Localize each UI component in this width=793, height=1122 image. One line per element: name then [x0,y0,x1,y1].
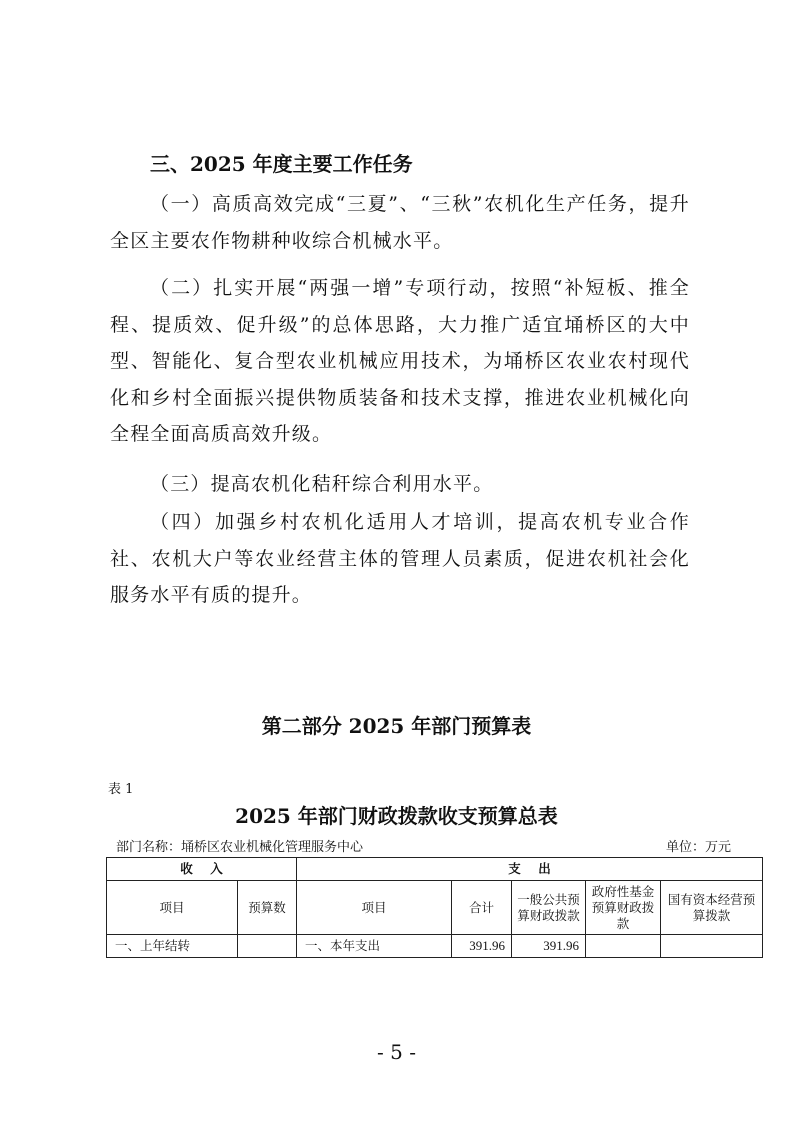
cell-gov-fund [586,935,661,958]
col-income-item: 项目 [107,881,238,935]
col-general-budget: 一般公共预算财政拨款 [512,881,586,935]
col-income-budget: 预算数 [238,881,297,935]
cell-state-capital [661,935,763,958]
page-number: - 5 - [377,1040,416,1064]
paragraph-1: （一）高质高效完成“三夏”、“三秋”农机化生产任务，提升全区主要农作物耕种收综合机械水平。 [110,193,690,252]
table-title: 2025 年部门财政拨款收支预算总表 [235,804,558,828]
col-gov-fund: 政府性基金预算财政拨款 [586,881,661,935]
col-state-capital: 国有资本经营预算拨款 [661,881,763,935]
cell-general-budget: 391.96 [512,935,586,958]
part-title: 第二部分 2025 年部门预算表 [261,714,532,738]
table-column-header-row [107,881,763,935]
expense-header: 支 出 [297,858,763,881]
income-header: 收 入 [107,858,297,881]
section-heading: 三、2025 年度主要工作任务 [150,152,413,176]
col-expense-item: 项目 [297,881,452,935]
cell-income-budget [238,935,297,958]
cell-total: 391.96 [452,935,512,958]
budget-table [106,857,763,958]
unit-label: 单位：万元 [666,840,732,855]
cell-income-item: 一、上年结转 [107,935,238,958]
paragraph-2: （二）扎实开展“两强一增”专项行动，按照“补短板、推全程、提质效、促升级”的总体思路，大力推广适宜埇桥区的大中型、智能化、复合型农业机械应用技术，为埇桥区农业农村现代化和乡村全面振兴提供物质装备和技术支撑，推进农业机械化向全程全面高质高效升级。 [110,277,690,446]
paragraph-3: （三）提高农机化秸秆综合利用水平。 [150,473,494,495]
paragraph-4: （四）加强乡村农机化适用人才培训，提高农机专业合作社、农机大户等农业经营主体的管理人员素质，促进农机社会化服务水平有质的提升。 [110,511,690,607]
cell-expense-item: 一、本年支出 [297,935,452,958]
department-label: 部门名称：埇桥区农业机械化管理服务中心 [116,840,364,855]
table-group-header-row [107,858,763,881]
table-row [107,935,763,958]
table-number: 表 1 [108,782,134,797]
col-total: 合计 [452,881,512,935]
